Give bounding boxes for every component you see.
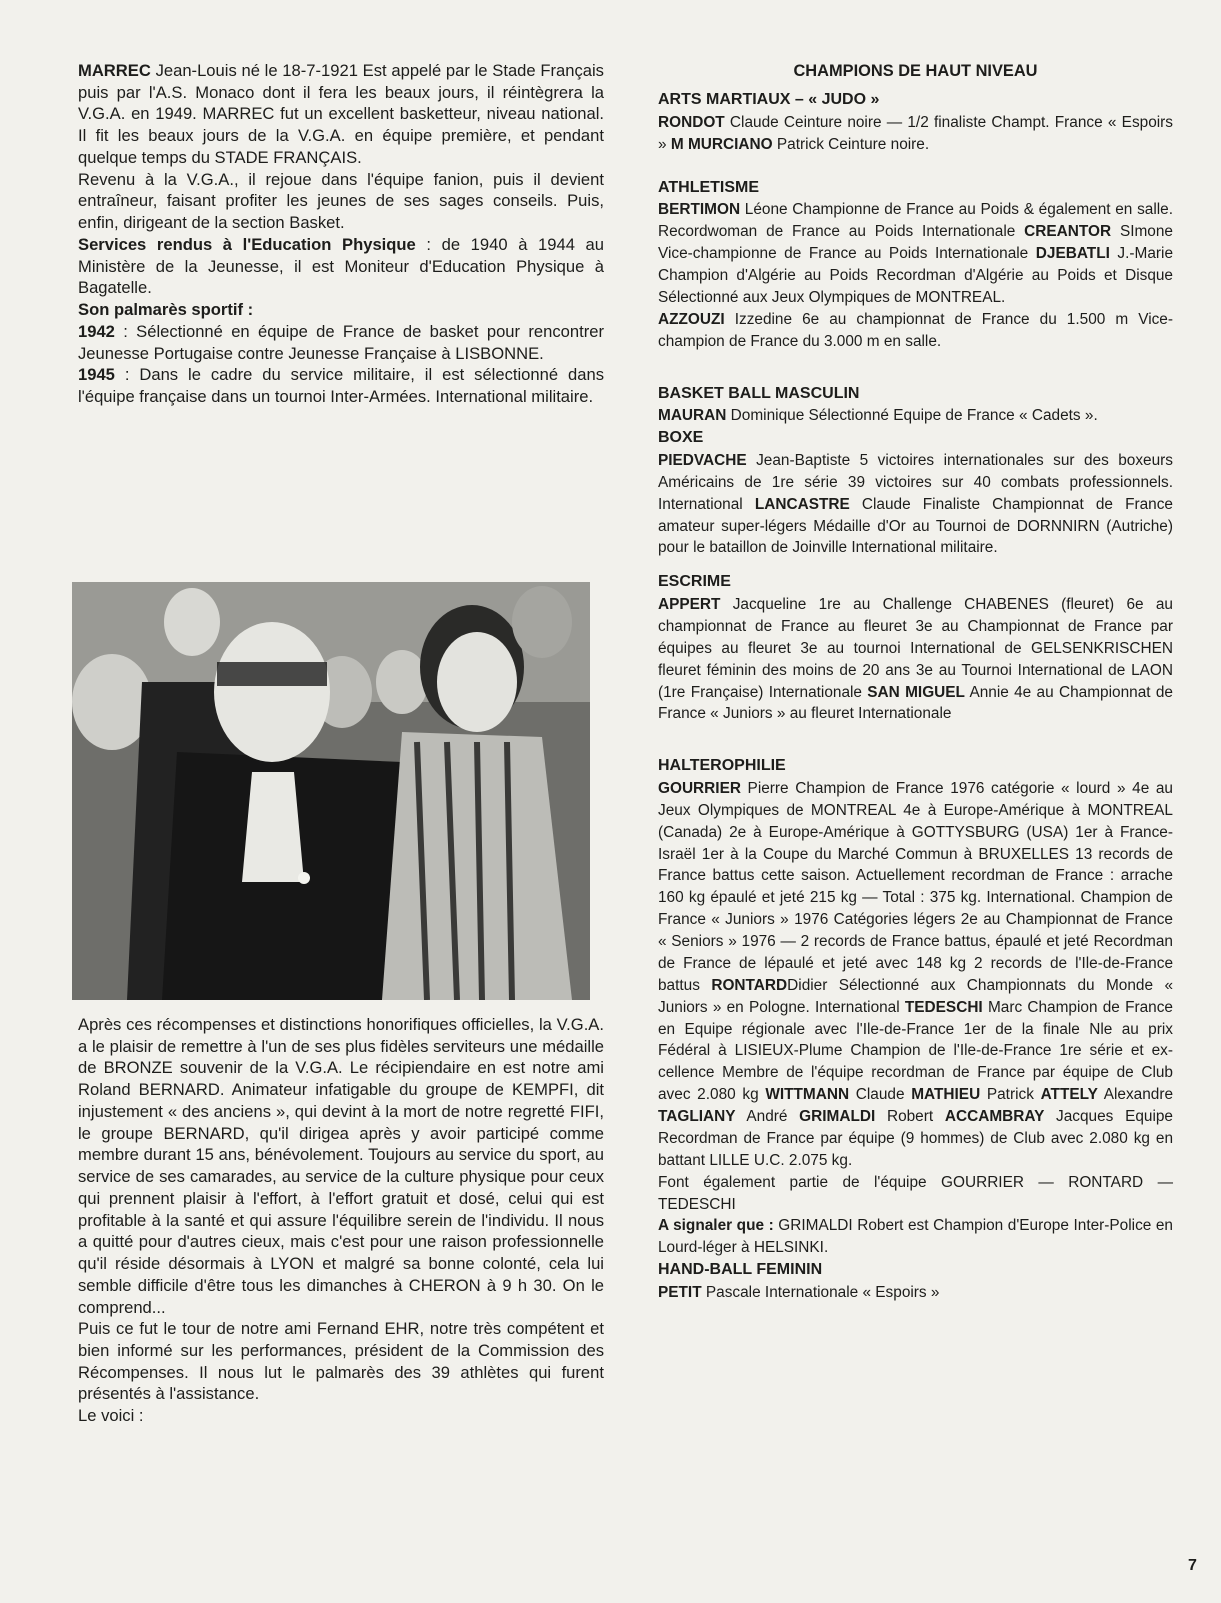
- halterophilie-entries: GOURRIER Pierre Champion de France 1976 catégorie « lourd » 4e au Jeux Olympiques de MONTREAL 4e à Europe-Amérique à MONTREAL (Canada) 2e à Europe-Amérique à GOTTYSBURG (USA) 1er à France-Israël 1er à la Coupe du Marché Commun à BRUXELLES 13 records de France battus cette saison. Actuellement recordman de France : arrache 160 kg épaulé et jeté 215 kg — Total : 375 kg. International. Champion de France « Juniors » 1976 Catégories légers 2e au Championnat de France « Seniors » 1976 — 2 records de France battus, épaulé et jeté Recordman de France de lépaulé et jeté avec 148 kg 2 records de l'Ile-de-France battus RONTARDDidier Sélectionné aux Championnats du Monde « Juniors » en Pologne. International TEDESCHI Marc Champion de France en Equipe régionale avec l'Ile-de-France 1er de la finale Nle au prix Fédéral à LISIEUX-Plume Champion de l'Ile-de-France 1re série et ex-cellence Membre de l'équipe recordman de France par équipe de Club avec 2.080 kg WITTMANN Claude MATHIEU Patrick ATTELY Alexandre TAGLIANY André GRIMALDI Robert ACCAMBRAY Jacques Equipe Recordman de France par équipe (9 hommes) de Club avec 2.080 kg en battant LILLE U.C. 2.075 kg.: [658, 779, 1174, 1169]
- narrative-bernard: Après ces récompenses et distinctions honorifiques officielles, la V.G.A. a le plaisir de remettre à l'un de ses plus fidèles serviteurs une médaille de BRONZE souvenir de la V.G.A. Le récipiendaire en est notre ami Roland BERNARD. Animateur infatigable du groupe de KEMPFI, dit injustement « des anciens », qui devint à la mort de notre regretté FIFI, le groupe BERNARD, qu'il dirigea après y avoir participé comme membre durant 15 ans, bénévolement. Toujours au service du sport, au service de ses camarades, au service de la culture physique pour ceux qui prennent plaisir à l'effort, à l'effort gratuit et dosé, celui qui est profitable à la santé et qui assure l'équilibre serein de l'individu. Il nous a quitté pour d'autres cieux, mais c'est pour une raison professionnelle qu'il réside désormais à LYON et malgré sa bonne colonté, cela lui semble difficile d'être tous les dimanches à CHERON à 9 h 30. On le comprend...: [78, 1015, 604, 1317]
- section-halterophilie-heading: HALTEROPHILIE: [658, 757, 786, 775]
- services-paragraph: Services rendus à l'Education Physique : de 1940 à 1944 au Ministère de la Jeunesse, il est Moniteur d'Education Physique à Bagatelle.: [78, 234, 605, 298]
- halterophilie-extra: Font également partie de l'équipe GOURRIER — RONTARD — TEDESCHI: [658, 1173, 1173, 1213]
- ceremony-photo: [72, 582, 590, 1000]
- left-column: [78, 60, 604, 408]
- left-narrative: [78, 1014, 604, 1427]
- bio-name: MARREC: [78, 61, 151, 80]
- athletisme-azzouzi: AZZOUZI Izzedine 6e au championnat de France du 1.500 m Vice-champion de France du 3.000 m en salle.: [658, 310, 1173, 350]
- boxe-entries: PIEDVACHE Jean-Baptiste 5 victoires internationales sur des boxeurs Américains de 1re série 39 victoires sur 40 combats professionnels. International LANCASTRE Claude Finaliste Championnat de France amateur super-légers Médaille d'Or au Tournoi de DORNNIRN (Autriche) pour le bataillon de Joinville International militaire.: [658, 451, 1173, 557]
- champions-column: [658, 60, 1173, 1304]
- marrec-bio-p2: Revenu à la V.G.A., il rejoue dans l'équipe fanion, puis il devient entraîneur, faisant profiter les jeunes de ses sages conseils. Puis, enfin, dirigeant de la section Basket.: [78, 169, 604, 233]
- marrec-bio: MARREC Jean-Louis né le 18-7-1921 Est appelé par le Stade Français puis par l'A.S. Monaco dont il fera les beaux jours, il réintègrera la V.G.A. en 1949. MARREC fut un excellent basketteur, niveau national. Il fit les beaux jours de la V.G.A. en équipe première, et pendant quelque temps du STADE FRANÇAIS.: [78, 61, 604, 167]
- page-number: 7: [1188, 1557, 1197, 1574]
- section-judo-heading: ARTS MARTIAUX – « JUDO »: [658, 91, 880, 109]
- section-handball-heading: HAND-BALL FEMININ: [658, 1261, 823, 1279]
- judo-entries: RONDOT Claude Ceinture noire — 1/2 finaliste Champt. France « Espoirs » M MURCIANO Patrick Ceinture noire.: [658, 114, 1173, 153]
- handball-entries: PETIT Pascale Internationale « Espoirs »: [658, 1283, 940, 1301]
- champions-title: CHAMPIONS DE HAUT NIVEAU: [793, 62, 1038, 80]
- basket-entries: MAURAN Dominique Sélectionné Equipe de France « Cadets ».: [658, 407, 1098, 425]
- narrative-voici: Le voici :: [78, 1406, 144, 1426]
- photo-illustration: [72, 582, 590, 1000]
- section-boxe-heading: BOXE: [658, 429, 704, 447]
- palmares-1945: 1945 : Dans le cadre du service militaire, il est sélectionné dans l'équipe française dans un tournoi Inter-Armées. International militaire.: [78, 365, 604, 407]
- halterophilie-signal: A signaler que : GRIMALDI Robert est Champion d'Europe Inter-Police en Lourd-léger à HELSINKI.: [658, 1217, 1173, 1257]
- palmares-1942: 1942 : Sélectionné en équipe de France de basket pour rencontrer Jeunesse Portugaise contre Jeunesse Française à LISBONNE.: [78, 321, 604, 363]
- section-escrime-heading: ESCRIME: [658, 573, 731, 591]
- section-athletisme-heading: ATHLETISME: [658, 178, 760, 196]
- section-basket-heading: BASKET BALL MASCULIN: [658, 384, 860, 402]
- escrime-entries: APPERT Jacqueline 1re au Challenge CHABENES (fleuret) 6e au championnat de France au fleuret 3e au Championnat de France par équipes au fleuret 3e au tournoi International de GELSENKRISCHEN fleuret féminin des moins de 20 ans 3e au Tournoi International de LAON (1re Française) Internationale SAN MIGUEL Annie 4e au Championnat de France « Juniors » au fleuret Internationale: [658, 596, 1173, 723]
- athletisme-entries: BERTIMON Léone Championne de France au Poids & également en salle. Recordwoman de France au Poids Internationale CREANTOR SImone Vice-championne de France au Poids Internationale DJEBATLI J.-Marie Champion d'Algérie au Poids Recordman d'Algérie au Poids et Disque Sélectionné aux Jeux Olympiques de MONTREAL.: [658, 201, 1174, 306]
- narrative-ehr: Puis ce fut le tour de notre ami Fernand EHR, notre très compétent et bien informé sur les performances, président de la Commission des Récompenses. Il nous lut le palmarès des 39 athlètes qui furent présentés à l'assistance.: [78, 1319, 604, 1404]
- palmares-heading: Son palmarès sportif :: [78, 300, 254, 320]
